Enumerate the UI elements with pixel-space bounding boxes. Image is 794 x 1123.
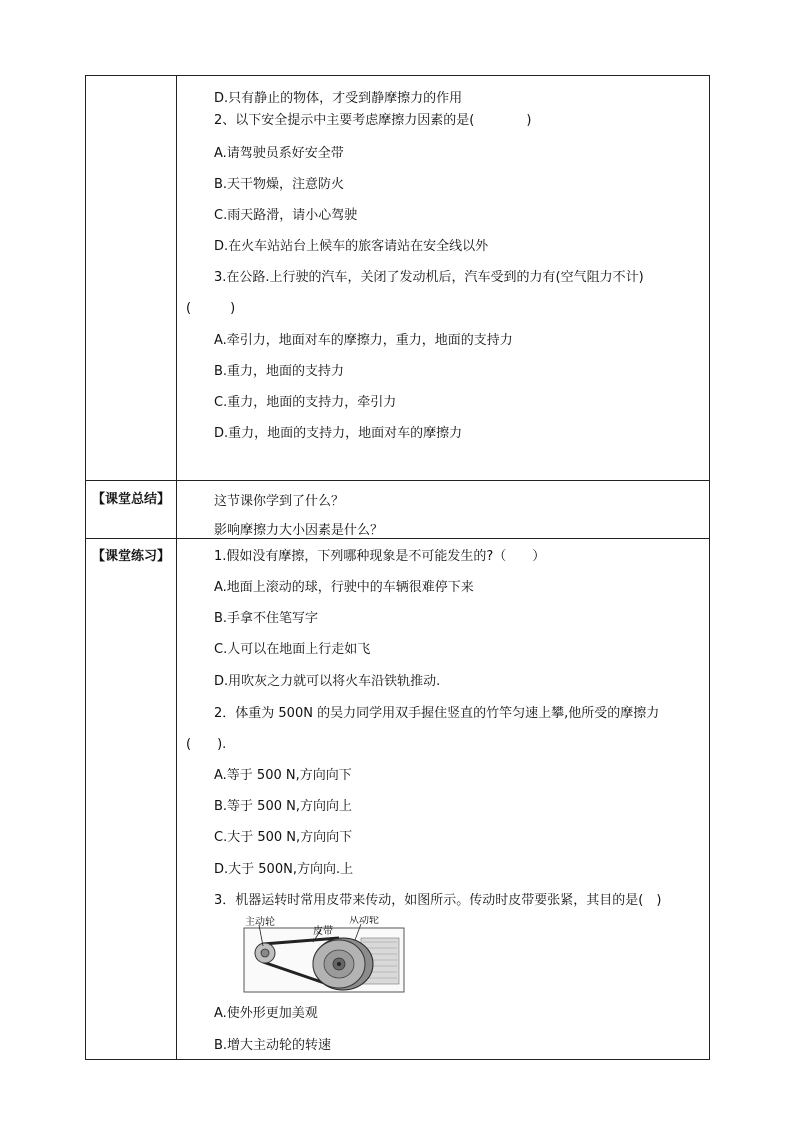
question-line: 1.假如没有摩擦，下列哪种现象是不可能发生的?（ ） [214,549,546,564]
option-line: D.用吹灰之力就可以将火车沿铁轨推动. [214,674,441,689]
option-line: A.使外形更加美观 [214,1006,318,1021]
summary-line: 影响摩擦力大小因素是什么？ [214,523,384,538]
figure-label-driven-wheel: 从动轮 [349,916,379,926]
summary-line: 这节课你学到了什么？ [214,494,345,509]
option-line: C.人可以在地面上行走如飞 [214,642,371,657]
option-line: A.等于 500 N,方向向下 [214,768,352,783]
option-line: D.重力，地面的支持力，地面对车的摩擦力 [214,426,463,441]
section-label-summary: 【课堂总结】 [92,492,171,507]
answer-blank: ( ). [186,737,227,752]
option-line: D.在火车站站台上候车的旅客请站在安全线以外 [214,239,489,254]
worksheet-table [85,75,710,1060]
option-line: A.地面上滚动的球，行驶中的车辆很难停下来 [214,580,474,595]
question-line: 3.在公路.上行驶的汽车，关闭了发动机后，汽车受到的力有(空气阻力不计) [214,270,644,285]
option-line: B.手拿不住笔写字 [214,611,319,626]
column-divider [176,76,177,1059]
question-line: 2．体重为 500N 的吴力同学用双手握住竖直的竹竿匀速上攀,他所受的摩擦力 [214,706,660,721]
row-divider [86,538,709,539]
question-line: 3．机器运转时常用皮带来传动，如图所示。传动时皮带要张紧，其目的是( ) [214,893,662,908]
figure-label-driving-wheel: 主动轮 [245,917,275,928]
belt-drive-figure [243,916,405,994]
option-line: C.重力，地面的支持力，牵引力 [214,395,397,410]
option-line: A.请驾驶员系好安全带 [214,146,344,161]
option-line: B.等于 500 N,方向向上 [214,799,352,814]
option-line: D.只有静止的物体，才受到静摩擦力的作用 [214,91,463,106]
option-line: B.增大主动轮的转速 [214,1038,332,1053]
figure-label-belt: 皮带 [313,926,333,937]
option-line: B.天干物燥，注意防火 [214,177,345,192]
option-line: C.雨天路滑，请小心驾驶 [214,208,358,223]
option-line: C.大于 500 N,方向向下 [214,830,353,845]
option-line: A.牵引力，地面对车的摩擦力，重力，地面的支持力 [214,333,513,348]
section-label-practice: 【课堂练习】 [92,549,171,564]
option-line: D.大于 500N,方向向.上 [214,862,354,877]
answer-blank: ( ) [186,301,236,316]
question-line: 2、以下安全提示中主要考虑摩擦力因素的是( ) [214,113,532,128]
row-divider [86,480,709,481]
option-line: B.重力，地面的支持力 [214,364,345,379]
